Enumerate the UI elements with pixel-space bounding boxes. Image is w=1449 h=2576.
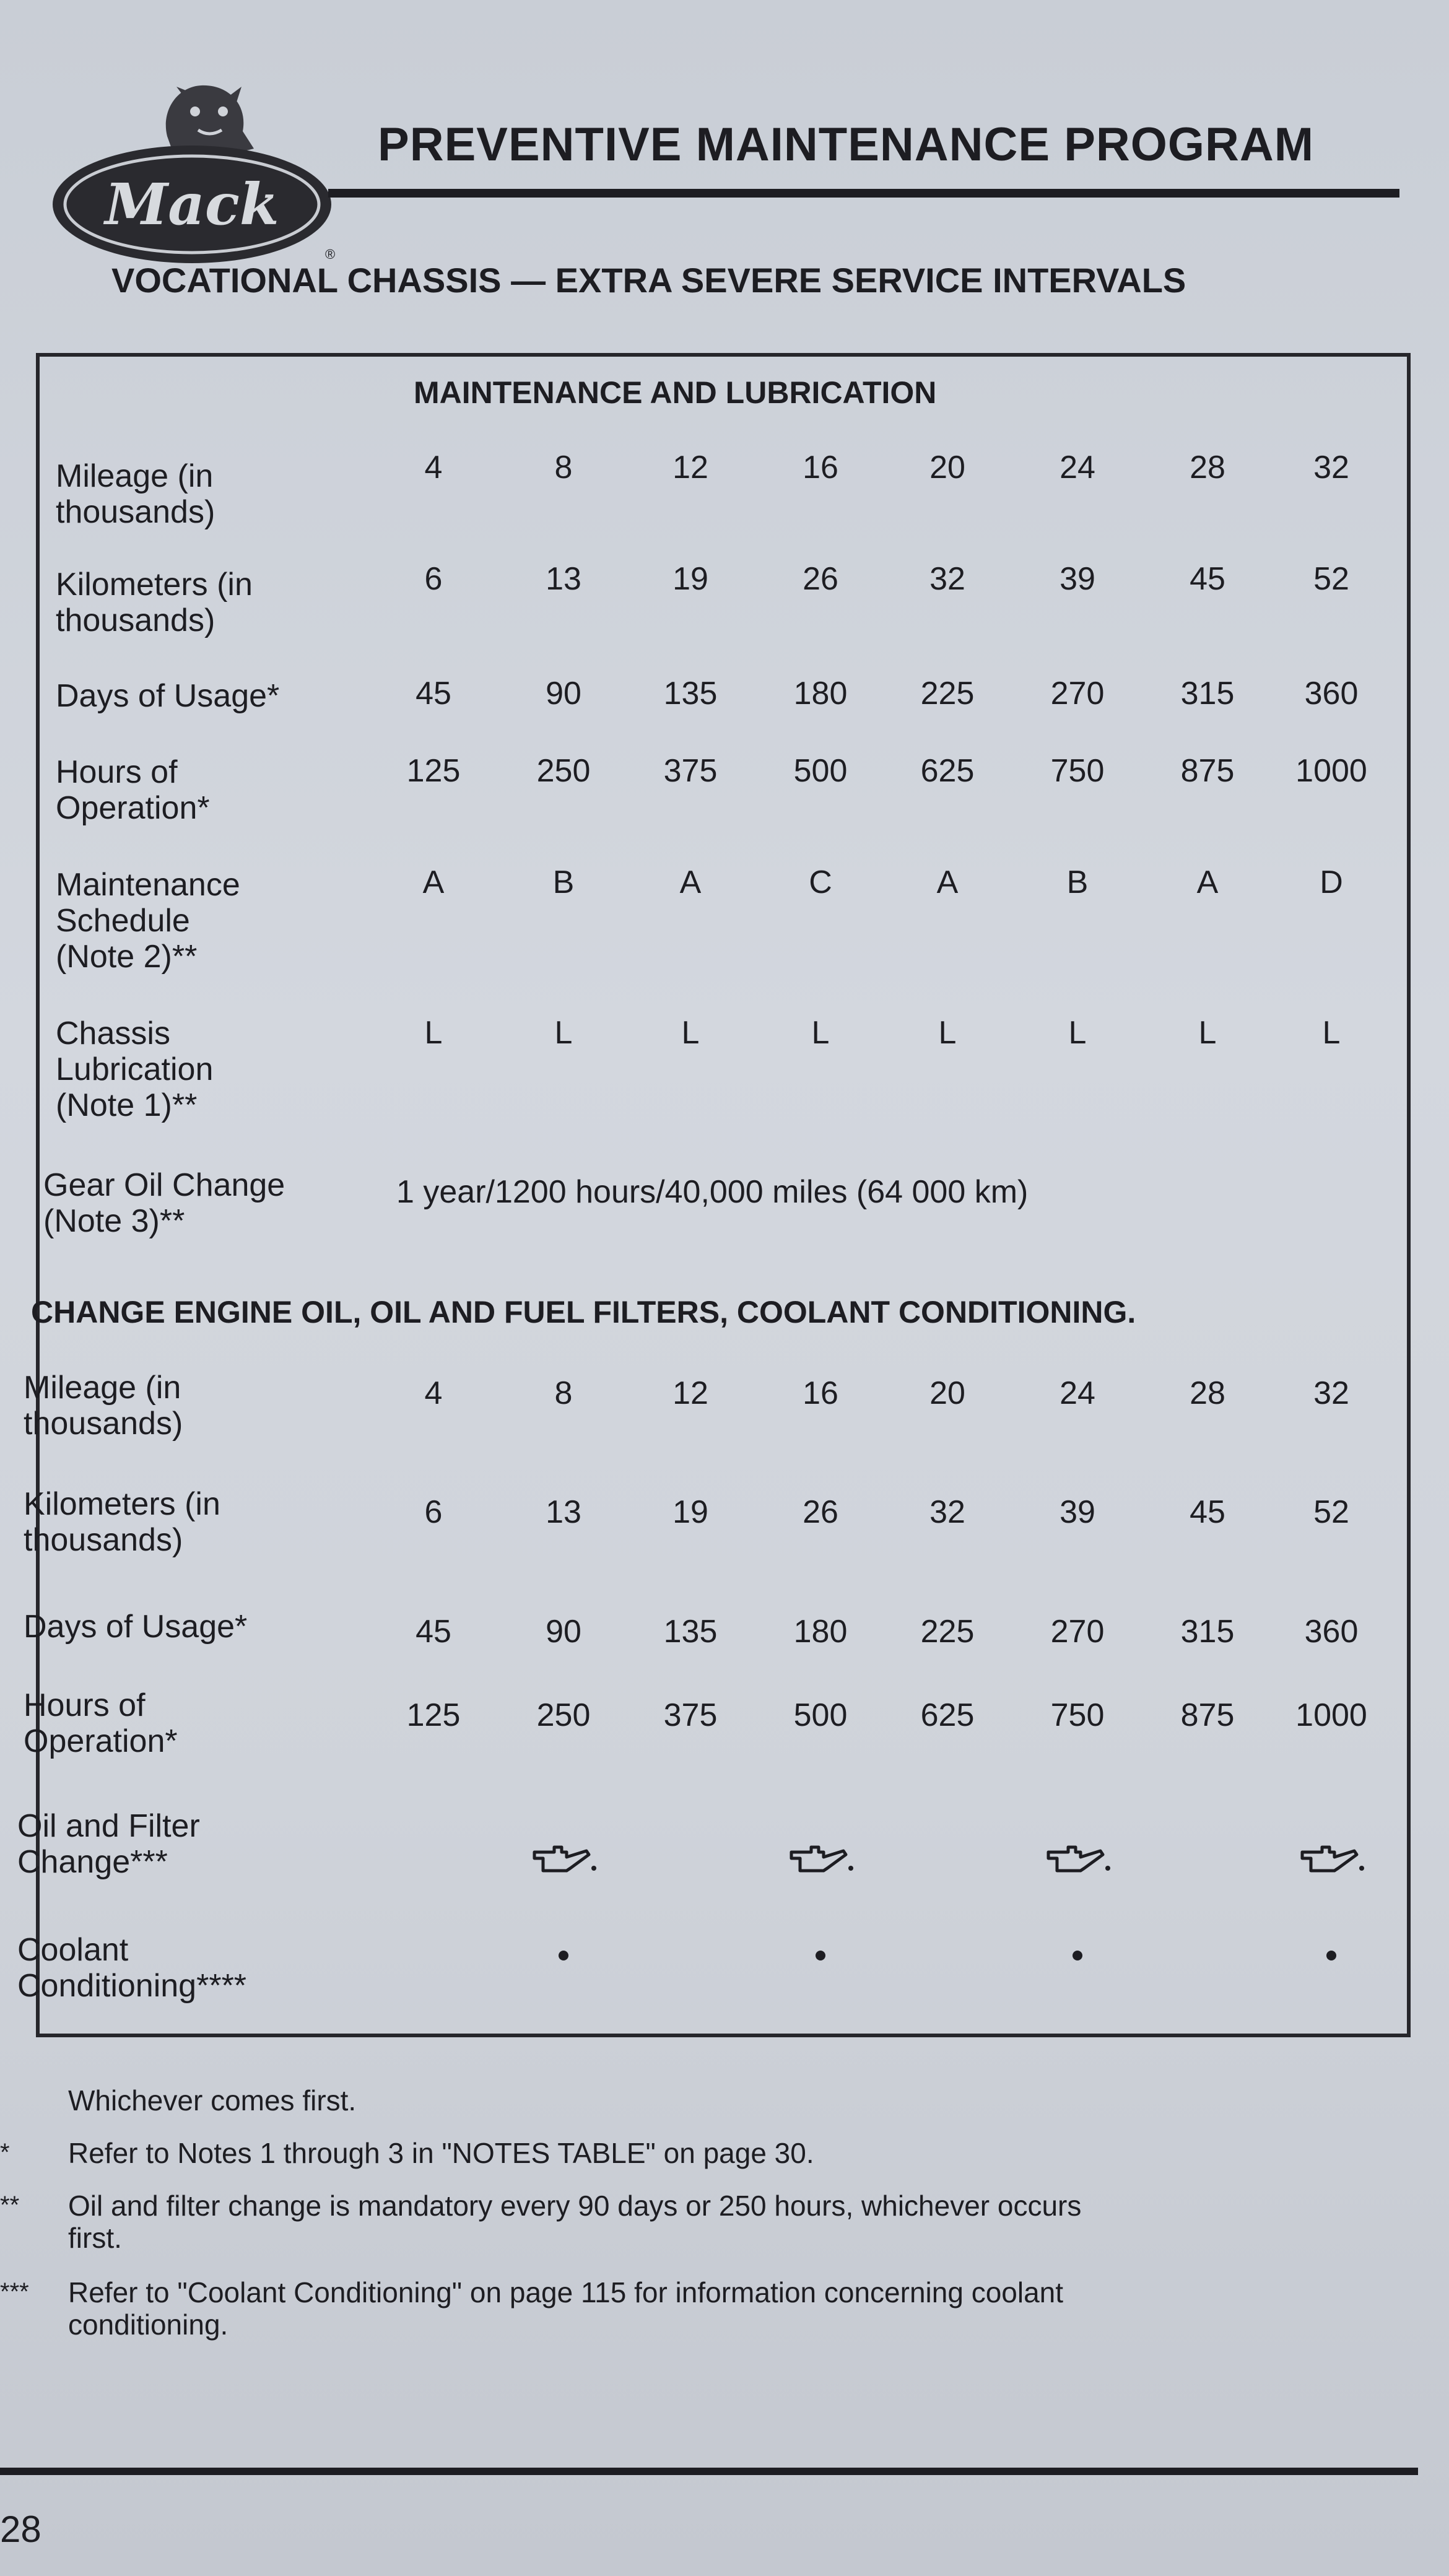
table-cell: L (681, 1015, 700, 1051)
table-cell: 32 (1313, 1375, 1349, 1411)
row-label: thousands) (56, 494, 215, 530)
table-cell: 90 (546, 1614, 581, 1650)
table-cell: 135 (663, 676, 718, 711)
table-cell: 250 (536, 753, 591, 789)
table-cell: 13 (546, 561, 581, 597)
table-cell: 45 (416, 676, 451, 711)
table-cell: 360 (1304, 1614, 1359, 1650)
table-cell: 4 (424, 450, 443, 485)
note-text: Refer to "Coolant Conditioning" on page 115 for information concerning coolant (68, 2276, 1064, 2308)
table-cell: 13 (546, 1494, 581, 1530)
row-label: Kilometers (in (56, 567, 253, 603)
row-label: (Note 2)** (56, 939, 198, 975)
note-text: first. (68, 2222, 122, 2254)
coolant-dot-icon (816, 1951, 825, 1960)
table-cell: 125 (406, 1697, 461, 1733)
table-cell: L (811, 1015, 830, 1051)
table-cell: 52 (1313, 1494, 1349, 1530)
table-cell: L (1322, 1015, 1341, 1051)
table-cell: 32 (1313, 450, 1349, 485)
row-label: (Note 1)** (56, 1087, 198, 1123)
section-heading: CHANGE ENGINE OIL, OIL AND FUEL FILTERS, COOLANT CONDITIONING. (31, 1295, 1136, 1329)
table-cell: 875 (1180, 753, 1235, 789)
title-rule (328, 189, 1399, 198)
table-cell: 270 (1050, 676, 1105, 711)
table-cell: 225 (920, 1614, 975, 1650)
table-cell: 180 (793, 1614, 848, 1650)
row-label: Days of Usage* (24, 1609, 248, 1645)
row-label: Oil and Filter (17, 1808, 200, 1844)
row-label: Mileage (in (24, 1370, 181, 1406)
table-cell: 32 (929, 561, 965, 597)
table-cell: 225 (920, 676, 975, 711)
row-label: Lubrication (56, 1051, 214, 1087)
table-cell: 32 (929, 1494, 965, 1530)
table-cell: 750 (1050, 753, 1105, 789)
table-cell: L (1068, 1015, 1087, 1051)
table-cell: 125 (406, 753, 461, 789)
table-cell: 20 (929, 450, 965, 485)
table-cell: 52 (1313, 561, 1349, 597)
table-cell: 16 (803, 450, 838, 485)
coolant-dot-icon (1326, 1951, 1336, 1960)
table-cell: 135 (663, 1614, 718, 1650)
table-cell: L (554, 1015, 573, 1051)
row-label: Mileage (in (56, 458, 214, 494)
coolant-dot-icon (559, 1951, 568, 1960)
row-label: Change*** (17, 1844, 168, 1880)
oil-can-icon (786, 1842, 855, 1879)
table-cell: L (938, 1015, 957, 1051)
table-cell: 8 (554, 1375, 573, 1411)
coolant-dot-icon (1073, 1951, 1082, 1960)
table-cell: 39 (1060, 561, 1095, 597)
row-label: Coolant (17, 1932, 129, 1968)
gear-oil-interval: 1 year/1200 hours/40,000 miles (64 000 km) (396, 1174, 1029, 1210)
section-subtitle: VOCATIONAL CHASSIS — EXTRA SEVERE SERVICE INTERVALS (111, 261, 1186, 300)
table-cell: 8 (554, 450, 573, 485)
table-cell: L (424, 1015, 443, 1051)
oil-can-icon (1043, 1842, 1112, 1879)
note-text: conditioning. (68, 2308, 228, 2341)
table-cell: A (936, 864, 959, 900)
table-cell: C (809, 864, 832, 900)
table-cell: 45 (1190, 561, 1225, 597)
table-cell: 6 (424, 561, 443, 597)
table-cell: 875 (1180, 1697, 1235, 1733)
table-cell: 19 (672, 561, 708, 597)
section-heading: MAINTENANCE AND LUBRICATION (414, 375, 937, 410)
table-cell: 19 (672, 1494, 708, 1530)
page-number: 28 (0, 2509, 41, 2550)
table-cell: 500 (793, 753, 848, 789)
table-cell: 45 (416, 1614, 451, 1650)
row-label: Operation* (56, 790, 210, 826)
table-cell: 20 (929, 1375, 965, 1411)
row-label: Operation* (24, 1723, 178, 1759)
oil-can-icon (1297, 1842, 1365, 1879)
table-cell: 90 (546, 676, 581, 711)
table-cell: 26 (803, 561, 838, 597)
row-label: Hours of (56, 754, 178, 790)
note-marker: *** (0, 2278, 29, 2305)
table-cell: A (679, 864, 702, 900)
table-cell: 1000 (1295, 753, 1367, 789)
table-cell: 45 (1190, 1494, 1225, 1530)
note-text: Refer to Notes 1 through 3 in "NOTES TABLE" on page 30. (68, 2137, 814, 2169)
row-label: Schedule (56, 903, 190, 939)
table-cell: 28 (1190, 1375, 1225, 1411)
table-cell: 12 (672, 1375, 708, 1411)
table-cell: D (1320, 864, 1343, 900)
row-label: thousands) (24, 1522, 183, 1558)
table-cell: 12 (672, 450, 708, 485)
svg-text:Mack: Mack (105, 171, 279, 238)
table-cell: 24 (1060, 1375, 1095, 1411)
footer-rule (0, 2468, 1418, 2475)
row-label: Days of Usage* (56, 678, 280, 714)
table-cell: 375 (663, 753, 718, 789)
mack-logo (43, 62, 341, 266)
row-label: Kilometers (in (24, 1486, 220, 1522)
row-label: Maintenance (56, 867, 240, 903)
table-cell: B (1066, 864, 1089, 900)
table-cell: 375 (663, 1697, 718, 1733)
table-cell: 1000 (1295, 1697, 1367, 1733)
row-label: Conditioning**** (17, 1968, 247, 2004)
row-label: thousands) (56, 603, 215, 638)
table-cell: 16 (803, 1375, 838, 1411)
row-label: thousands) (24, 1406, 183, 1442)
table-cell: 28 (1190, 450, 1225, 485)
table-cell: 625 (920, 753, 975, 789)
row-label: Chassis (56, 1016, 170, 1051)
table-cell: 315 (1180, 1614, 1235, 1650)
note-text: Whichever comes first. (68, 2084, 357, 2117)
table-cell: 180 (793, 676, 848, 711)
table-cell: 250 (536, 1697, 591, 1733)
page-title: PREVENTIVE MAINTENANCE PROGRAM (378, 118, 1315, 171)
note-marker: ** (0, 2191, 20, 2219)
table-cell: B (552, 864, 575, 900)
table-cell: 500 (793, 1697, 848, 1733)
table-cell: 270 (1050, 1614, 1105, 1650)
row-label: Hours of (24, 1687, 146, 1723)
table-cell: 625 (920, 1697, 975, 1733)
table-cell: A (422, 864, 445, 900)
oil-can-icon (529, 1842, 598, 1879)
table-cell: L (1198, 1015, 1217, 1051)
row-label: Gear Oil Change (43, 1167, 285, 1203)
table-cell: 39 (1060, 1494, 1095, 1530)
table-cell: 750 (1050, 1697, 1105, 1733)
table-cell: 315 (1180, 676, 1235, 711)
note-marker: * (0, 2139, 10, 2166)
row-label: (Note 3)** (43, 1203, 185, 1239)
table-cell: 360 (1304, 676, 1359, 711)
table-cell: 6 (424, 1494, 443, 1530)
table-cell: 26 (803, 1494, 838, 1530)
note-text: Oil and filter change is mandatory every 90 days or 250 hours, whichever occurs (68, 2190, 1082, 2222)
table-cell: 24 (1060, 450, 1095, 485)
svg-text:®: ® (325, 246, 336, 262)
table-cell: 4 (424, 1375, 443, 1411)
table-cell: A (1196, 864, 1219, 900)
